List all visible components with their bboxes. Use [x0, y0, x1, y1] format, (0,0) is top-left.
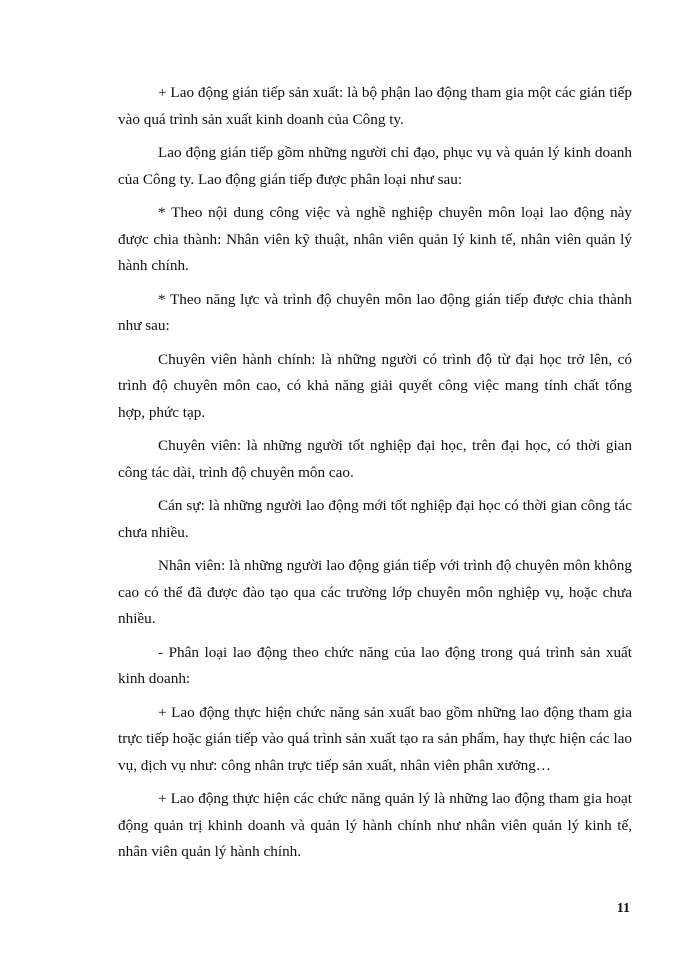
body-text — [118, 80, 632, 873]
paragraph: + Lao động thực hiện chức năng sản xuất bao gồm những lao động tham gia trực tiếp hoặc gián tiếp vào quá trình sản xuất tạo ra sản phẩm, hay thực hiện các lao vụ, dịch vụ như: công nhân trực tiếp sản xuất, nhân viên phân xưởng… — [118, 703, 632, 774]
paragraph: * Theo năng lực và trình độ chuyên môn lao động gián tiếp được chia thành như sau: — [118, 290, 632, 334]
paragraph: Lao động gián tiếp gồm những người chỉ đạo, phục vụ và quản lý kinh doanh của Công ty. Lao động gián tiếp được phân loại như sau: — [118, 144, 632, 188]
paragraph: Cán sự: là những người lao động mới tốt nghiệp đại học có thời gian công tác chưa nhiều. — [118, 497, 632, 541]
page-number: 11 — [616, 901, 630, 916]
paragraph: Chuyên viên hành chính: là những người có trình độ từ đại học trở lên, có trình độ chuyên môn cao, có khả năng giải quyết công việc mang tính chất tổng hợp, phức tạp. — [118, 350, 632, 421]
paragraph: + Lao động gián tiếp sản xuất: là bộ phận lao động tham gia một các gián tiếp vào quá trình sản xuất kinh doanh của Công ty. — [118, 84, 632, 128]
paragraph: + Lao động thực hiện các chức năng quản lý là những lao động tham gia hoạt động quản trị khinh doanh và quản lý hành chính như nhân viên quản lý kinh tế, nhân viên quản lý hành chính. — [118, 790, 632, 860]
paragraph: * Theo nội dung công việc và nghề nghiệp chuyên môn loại lao động này được chia thành: Nhân viên kỹ thuật, nhân viên quản lý kinh tế, nhân viên quản lý hành chính. — [118, 204, 632, 274]
paragraph: - Phân loại lao động theo chức năng của lao động trong quá trình sản xuất kinh doanh: — [118, 643, 632, 687]
paragraph: Chuyên viên: là những người tốt nghiệp đại học, trên đại học, có thời gian công tác dài, trình độ chuyên môn cao. — [118, 437, 632, 481]
paragraph: Nhân viên: là những người lao động gián tiếp với trình độ chuyên môn không cao có thể đã được đào tạo qua các trường lớp chuyên môn nghiệp vụ, hoặc chưa nhiều. — [118, 557, 632, 627]
